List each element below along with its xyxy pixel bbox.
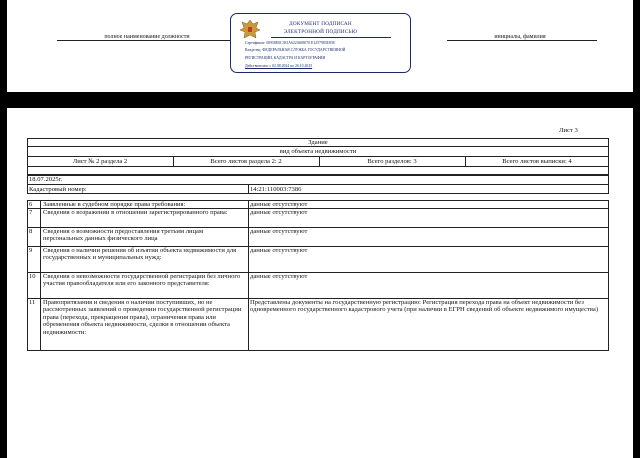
row-number: 6: [29, 201, 33, 208]
name-label: инициалы, фамилия: [494, 34, 546, 40]
stamp-divider: [271, 37, 391, 38]
row-value: данные отсутствуют: [250, 201, 308, 208]
stamp-certificate: Сертификат: 00958E0C381A6220469070 E1257983E838: [245, 41, 335, 45]
cadastral-number: 14:21:110003:7386: [250, 185, 302, 193]
stamp-owner-2: РЕГИСТРАЦИИ, КАДАСТРА И КАРТОГРАФИИ: [245, 56, 326, 60]
total-sheets: Всего листов выписки: 4: [502, 157, 572, 165]
extract-date: 18.07.2025г.: [29, 176, 63, 183]
row-label: Правопритязания и сведения о наличии поступивших, но не рассмотренных заявлений о проведении государственной регистрации права (перехода, прекращения права), ограничения права или обременения объекта недвижимости, сделки в отношении объекта недвижимости:: [43, 299, 242, 336]
object-type: Здание: [308, 139, 328, 146]
row-label: Сведения о наличии решения об изъятии объекта недвижимости для государственных и муниципальных нужд:: [43, 247, 237, 262]
row-label: Сведения о возражении в отношении зарегистрированного права:: [43, 209, 228, 216]
sheet-in-section: Лист № 2 раздела 2: [72, 157, 128, 165]
electronic-signature-stamp: [230, 13, 411, 73]
position-underline: [57, 40, 237, 41]
cadastral-label: Кадастровый номер:: [29, 185, 87, 193]
row-value: данные отсутствуют: [250, 209, 308, 216]
row-label: Сведения о невозможности государственной регистрации без личного участия правообладателя или его законного представителя:: [43, 273, 241, 288]
row-number: 11: [29, 299, 36, 306]
sheets-in-section: Всего листов раздела 2: 2: [210, 157, 282, 165]
stamp-owner-1: Владелец: ФЕДЕРАЛЬНАЯ СЛУЖБА ГОСУДАРСТВЕННОЙ: [245, 48, 346, 52]
object-kind-caption: вид объекта недвижимости: [279, 148, 357, 155]
row-label: Сведения о возможности предоставления третьим лицам персональных данных физического лица: [43, 228, 204, 243]
row-value: Представлены документы на государственную регистрацию: Регистрация перехода права на объект недвижимости без одновременного государственного кадастрового учета (при наличии в ЕГРН сведений об объекте недвижимого имущества): [250, 299, 599, 314]
stamp-title-2: ЭЛЕКТРОННОЙ ПОДПИСЬЮ: [283, 29, 358, 35]
position-label: полное наименование должности: [104, 34, 190, 40]
row-label: Заявленные в судебном порядке права требования:: [43, 201, 186, 208]
sheet-label: Лист 3: [559, 127, 578, 134]
row-number: 9: [29, 247, 33, 254]
extract-sheet: [7, 108, 633, 458]
row-value: данные отсутствуют: [250, 273, 308, 280]
name-underline: [447, 40, 597, 41]
row-value: данные отсутствуют: [250, 247, 308, 254]
row-number: 7: [29, 209, 33, 216]
total-sections: Всего разделов: 3: [367, 157, 417, 165]
row-number: 10: [29, 273, 36, 280]
row-value: данные отсутствуют: [250, 228, 308, 235]
stamp-validity: Действителен: с 02.08.2024 по 26.10.2025: [245, 64, 313, 68]
row-number: 8: [29, 228, 33, 235]
stamp-title-1: ДОКУМЕНТ ПОДПИСАН: [289, 21, 352, 27]
